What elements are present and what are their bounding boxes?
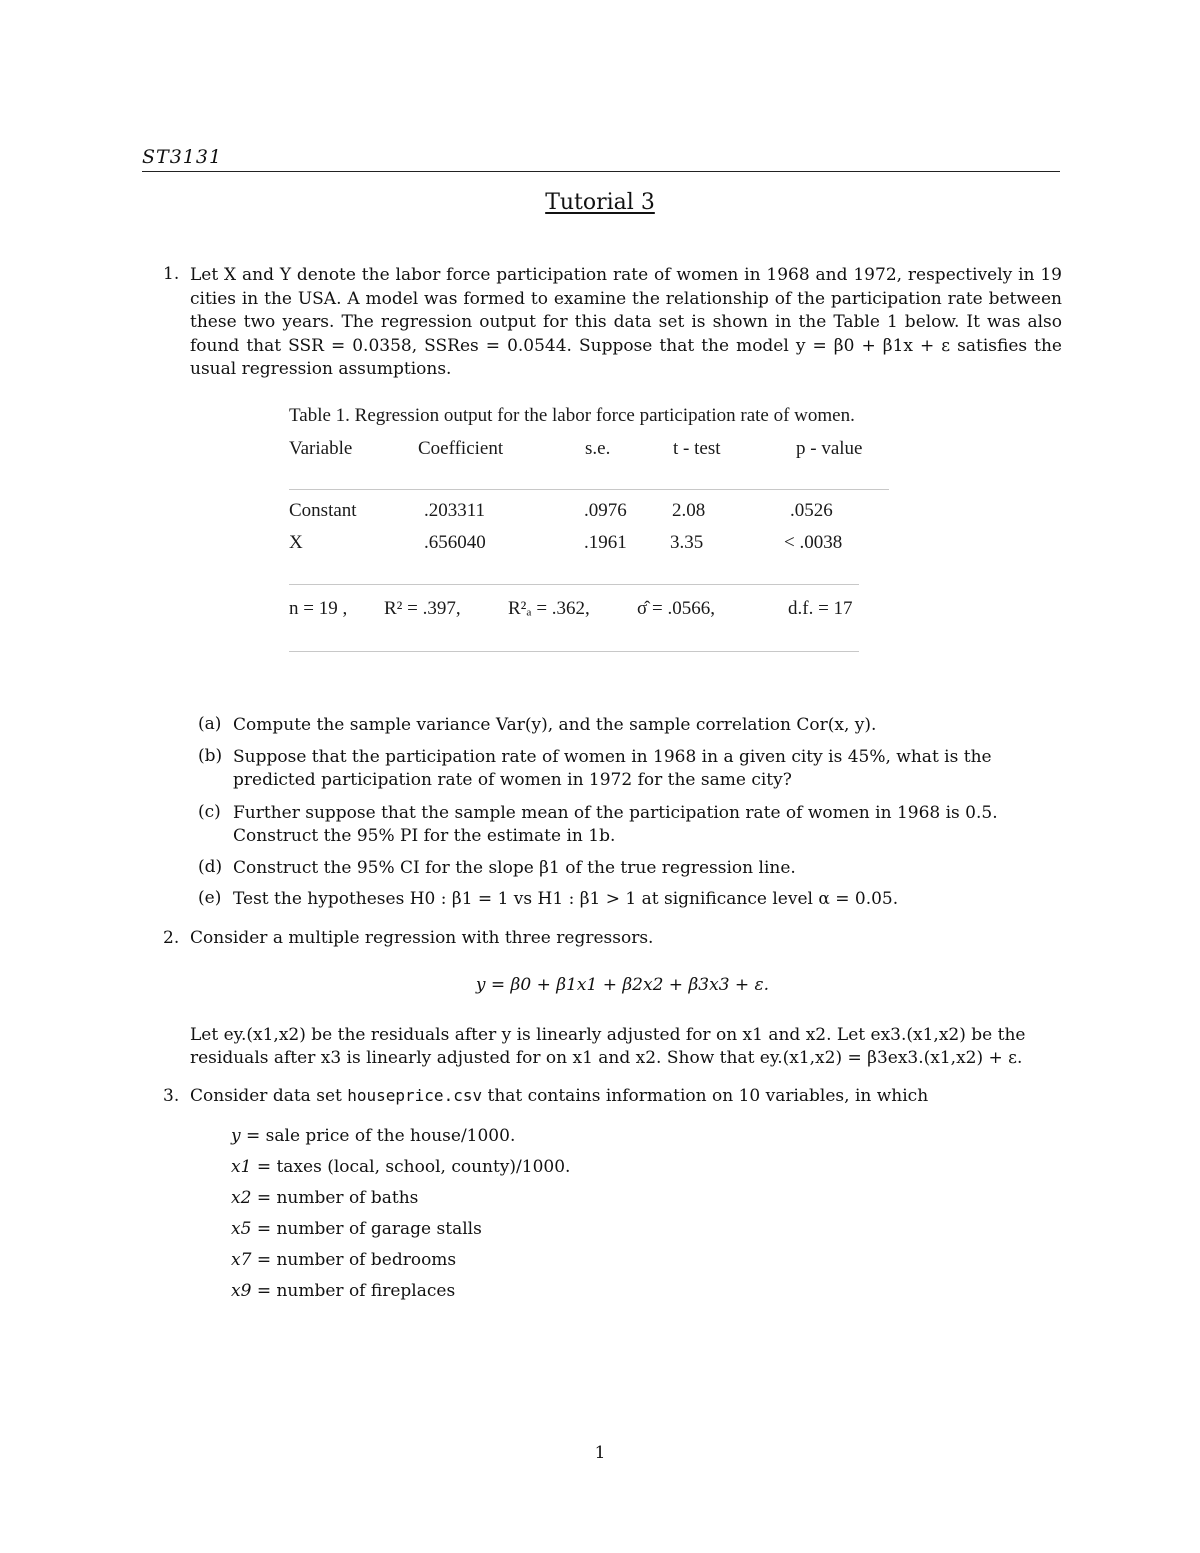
q1-part-e-text: Test the hypotheses H0 : β1 = 1 vs H1 : β1 > 1 at significance level α = 0.05. xyxy=(233,889,899,909)
q3-variable-x1 xyxy=(231,1157,570,1177)
q3-intro xyxy=(190,1086,928,1106)
q1-part-c-text: Further suppose that the sample mean of the participation rate of women in 1968 is 0.5. Construct the 95% PI for the estimate in 1b. xyxy=(233,803,998,846)
q3-variable-y-symbol: y xyxy=(231,1126,241,1146)
table-stat-r2-adjusted: R²ₐ = .362, xyxy=(508,598,590,619)
q3-variable-x7-definition: = number of bedrooms xyxy=(256,1250,457,1270)
q1-part-a-text: Compute the sample variance Var(y), and the sample correlation Cor(x, y). xyxy=(233,715,877,735)
table-rule-middle xyxy=(289,584,859,585)
q2-body: Let ey.(x1,x2) be the residuals after y is linearly adjusted for on x1 and x2. Let ex3.(x1,x2) be the residuals after x3 is linearly adjusted for on x1 and x2. Show that ey.(x1,x2) = β3ex3.(x1,x2) + ε. xyxy=(190,1025,1026,1068)
table-cell-constant-variable: Constant xyxy=(289,500,357,521)
table-caption: Table 1. Regression output for the labor force participation rate of women. xyxy=(289,405,855,426)
q2-number: 2. xyxy=(163,928,180,948)
q3-number: 3. xyxy=(163,1086,180,1106)
table-cell-x-t: 3.35 xyxy=(670,532,704,553)
table-cell-x-p: < .0038 xyxy=(784,532,843,553)
q3-filename: houseprice.csv xyxy=(347,1086,483,1105)
q3-variable-x1-definition: = taxes (local, school, county)/1000. xyxy=(256,1157,571,1177)
table-header-ttest: t - test xyxy=(673,438,721,459)
table-cell-constant-se: .0976 xyxy=(584,500,627,521)
table-cell-x-se: .1961 xyxy=(584,532,627,553)
q1-part-b-text: Suppose that the participation rate of women in 1968 in a given city is 45%, what is the predicted participation rate of women in 1972 for the same city? xyxy=(233,747,992,790)
q3-variable-x7-symbol: x7 xyxy=(231,1250,252,1270)
table-cell-constant-t: 2.08 xyxy=(672,500,706,521)
page-number: 1 xyxy=(594,1443,606,1463)
table-cell-x-coef: .656040 xyxy=(424,532,486,553)
q3-intro-after: that contains information on 10 variables, in which xyxy=(482,1086,929,1106)
q3-variable-x1-symbol: x1 xyxy=(231,1157,252,1177)
table-stat-sigma: σ̂ = .0566, xyxy=(637,598,715,619)
q3-variable-x5-symbol: x5 xyxy=(231,1219,252,1239)
table-rule-bottom xyxy=(289,651,859,652)
q3-variable-x2 xyxy=(231,1188,418,1208)
table-stat-r2: R² = .397, xyxy=(384,598,461,619)
q1-part-d-text: Construct the 95% CI for the slope β1 of the true regression line. xyxy=(233,858,796,878)
q3-variable-x2-definition: = number of baths xyxy=(256,1188,419,1208)
q3-intro-before: Consider data set xyxy=(190,1086,348,1106)
q3-variable-x7 xyxy=(231,1250,456,1270)
q3-variable-x9 xyxy=(231,1281,455,1301)
q3-variable-y-definition: = sale price of the house/1000. xyxy=(246,1126,516,1146)
page-title xyxy=(0,190,1200,215)
table-stat-df: d.f. = 17 xyxy=(788,598,853,619)
q1-intro: Let X and Y denote the labor force participation rate of women in 1968 and 1972, respectively in 19 cities in the USA. A model was formed to examine the relationship of the participation rate between these two years. The regression output for this data set is shown in the Table 1 below. It was also found that SSR = 0.0358, SSRes = 0.0544. Suppose that the model y = β0 + β1x + ε satisfies the usual regression assumptions. xyxy=(190,265,1062,379)
q3-variable-x5 xyxy=(231,1219,482,1239)
page-title-text: Tutorial 3 xyxy=(545,190,655,215)
table-header-variable: Variable xyxy=(289,438,353,459)
table-cell-constant-coef: .203311 xyxy=(424,500,486,521)
q1-part-a-label: (a) xyxy=(198,714,222,734)
table-header-coefficient: Coefficient xyxy=(418,438,504,459)
q1-part-d-label: (d) xyxy=(198,857,223,877)
q1-number: 1. xyxy=(163,264,180,284)
q1-part-c-label: (c) xyxy=(198,802,221,822)
header-rule xyxy=(142,171,1060,172)
q3-variable-x5-definition: = number of garage stalls xyxy=(256,1219,482,1239)
q3-variable-y xyxy=(231,1126,515,1146)
course-code: ST3131 xyxy=(142,146,223,168)
q1-part-e-label: (e) xyxy=(198,888,222,908)
table-header-pvalue: p - value xyxy=(796,438,863,459)
q2-equation: y = β0 + β1x1 + β2x2 + β3x3 + ε. xyxy=(475,975,770,995)
q3-variable-x9-symbol: x9 xyxy=(231,1281,252,1301)
table-cell-constant-p: .0526 xyxy=(790,500,833,521)
q3-variable-x2-symbol: x2 xyxy=(231,1188,252,1208)
q1-part-b-label: (b) xyxy=(198,746,223,766)
table-header-se: s.e. xyxy=(585,438,611,459)
table-stat-n: n = 19 , xyxy=(289,598,348,619)
q3-variable-x9-definition: = number of fireplaces xyxy=(256,1281,456,1301)
table-cell-x-variable: X xyxy=(289,532,303,553)
table-rule-top xyxy=(289,489,889,490)
q2-intro: Consider a multiple regression with three regressors. xyxy=(190,928,654,948)
